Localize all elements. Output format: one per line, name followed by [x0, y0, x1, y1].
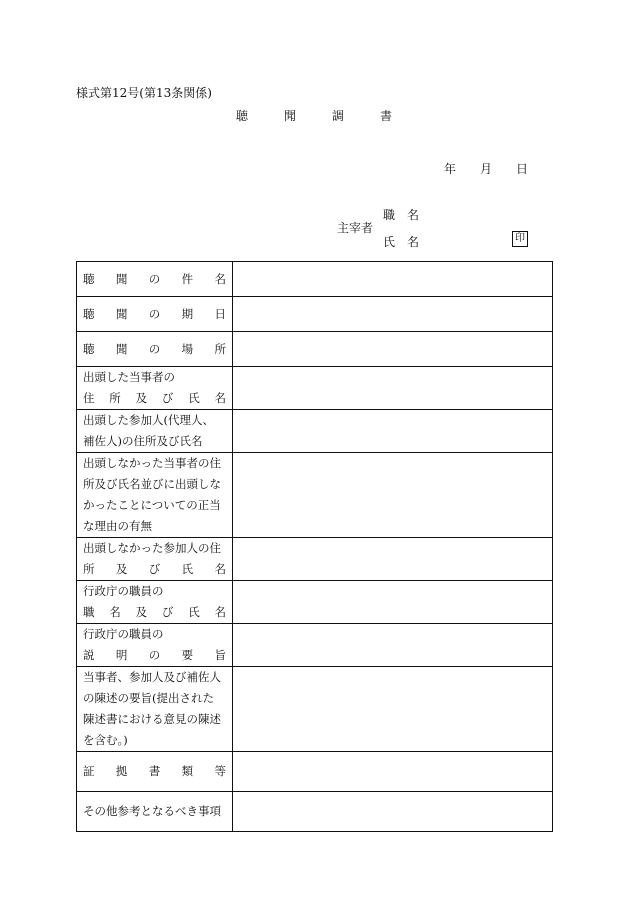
table-row — [77, 262, 553, 297]
row-label-line: を含む。) — [83, 733, 128, 747]
table-row — [77, 581, 553, 624]
row-label-line: な理由の有無 — [83, 519, 152, 533]
row-label-line: 出頭した参加人(代理人、 — [83, 413, 214, 427]
row-label-cell — [77, 667, 233, 752]
presider-name-label: 氏 名 — [383, 235, 420, 249]
row-label-line: その他参考となるべき事項 — [83, 804, 221, 818]
row-value-cell[interactable] — [233, 262, 553, 297]
row-value-cell[interactable] — [233, 538, 553, 581]
row-label-cell — [77, 792, 233, 832]
table-row — [77, 538, 553, 581]
row-label-cell — [77, 297, 233, 332]
table-row — [77, 667, 553, 752]
row-label-line: 出頭しなかった参加人の住 — [83, 541, 221, 555]
row-label-cell — [77, 752, 233, 792]
table-row — [77, 453, 553, 538]
row-label-cell — [77, 453, 233, 538]
row-label-line: 当事者、参加人及び補佐人 — [83, 670, 221, 684]
table-row — [77, 367, 553, 410]
row-value-cell[interactable] — [233, 624, 553, 667]
row-value-cell[interactable] — [233, 410, 553, 453]
row-label-line: 出頭しなかった当事者の住 — [83, 456, 221, 470]
date-day-label: 日 — [516, 162, 529, 176]
hearing-record-table — [76, 261, 553, 832]
date-month-label: 月 — [480, 162, 493, 176]
presider-label: 主宰者 — [337, 221, 374, 235]
row-label-line: 補佐人)の住所及び氏名 — [83, 434, 203, 448]
row-label-line: 証 拠 書 類 等 — [83, 764, 226, 778]
seal-mark: 印 — [512, 231, 528, 247]
row-label-line: の陳述の要旨(提出された — [83, 691, 214, 705]
row-value-cell[interactable] — [233, 752, 553, 792]
table-row — [77, 297, 553, 332]
table-row — [77, 332, 553, 367]
table-row — [77, 624, 553, 667]
row-label-line: 説 明 の 要 旨 — [83, 648, 226, 662]
row-label-cell — [77, 410, 233, 453]
row-label-line: 住 所 及 び 氏 名 — [83, 391, 226, 405]
date-year-label: 年 — [444, 162, 457, 176]
table-row — [77, 792, 553, 832]
row-label-line: かったことについての正当 — [83, 498, 221, 512]
form-number: 様式第12号(第13条関係) — [76, 86, 212, 100]
row-value-cell[interactable] — [233, 792, 553, 832]
row-label-line: 所 及 び 氏 名 — [83, 562, 226, 576]
row-label-line: 行政庁の職員の — [83, 627, 164, 641]
title-char: 聞 — [284, 109, 297, 123]
presider-position-label: 職 名 — [383, 208, 420, 222]
row-label-line: 聴 聞 の 件 名 — [83, 271, 226, 286]
row-label-cell — [77, 262, 233, 297]
table-row — [77, 752, 553, 792]
row-label-line: 聴 聞 の 期 日 — [83, 306, 226, 321]
row-value-cell[interactable] — [233, 667, 553, 752]
row-value-cell[interactable] — [233, 297, 553, 332]
title-char: 聴 — [236, 109, 249, 123]
row-label-line: 聴 聞 の 場 所 — [83, 341, 226, 356]
row-label-cell — [77, 581, 233, 624]
row-label-line: 陳述書における意見の陳述 — [83, 712, 221, 726]
title-char: 調 — [332, 109, 345, 123]
row-label-line: 職 名 及 び 氏 名 — [83, 605, 226, 619]
row-label-cell — [77, 332, 233, 367]
title-char: 書 — [380, 109, 393, 123]
row-label-line: 所及び氏名並びに出頭しな — [83, 477, 221, 491]
row-label-cell — [77, 624, 233, 667]
row-value-cell[interactable] — [233, 581, 553, 624]
row-value-cell[interactable] — [233, 453, 553, 538]
row-value-cell[interactable] — [233, 367, 553, 410]
row-label-line: 行政庁の職員の — [83, 584, 164, 598]
row-value-cell[interactable] — [233, 332, 553, 367]
row-label-line: 出頭した当事者の — [83, 370, 175, 384]
row-label-cell — [77, 538, 233, 581]
row-label-cell — [77, 367, 233, 410]
table-row — [77, 410, 553, 453]
